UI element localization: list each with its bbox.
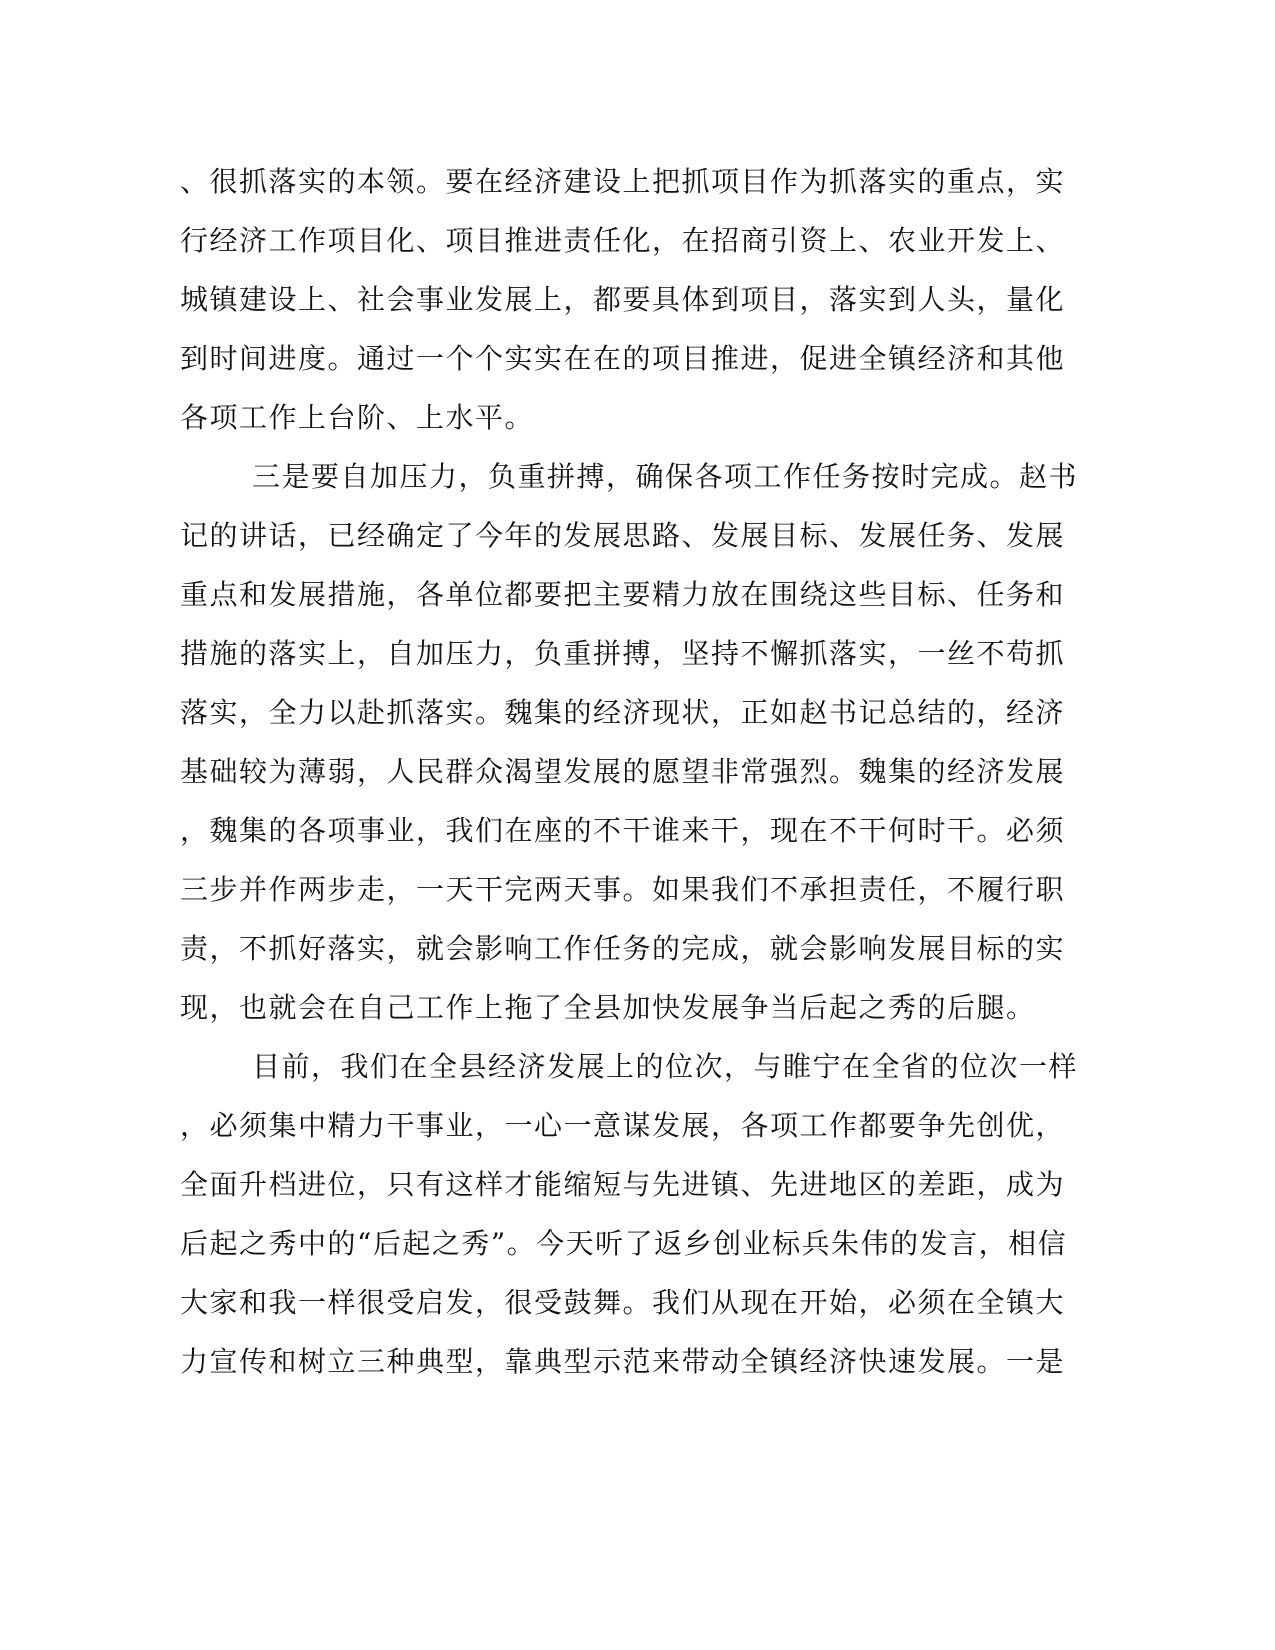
paragraph-1-line-3: 城镇建设上、社会事业发展上，都要具体到项目，落实到人头，量化 — [180, 283, 1066, 316]
paragraph-2-line-10: 现，也就会在自己工作上拖了全县加快发展争当后起之秀的后腿。 — [180, 991, 1036, 1024]
paragraph-3-line-1: 目前，我们在全县经济发展上的位次，与睢宁在全省的位次一样 — [252, 1050, 1079, 1083]
paragraph-3-line-4: 后起之秀中的“后起之秀”。今天听了返乡创业标兵朱伟的发言，相信 — [180, 1227, 1068, 1260]
paragraph-3-line-2: ，必须集中精力干事业，一心一意谋发展，各项工作都要争先创优， — [180, 1109, 1066, 1142]
paragraph-2-line-1: 三是要自加压力，负重拼搏，确保各项工作任务按时完成。赵书 — [252, 460, 1079, 493]
paragraph-1-line-4: 到时间进度。通过一个个实实在在的项目推进，促进全镇经济和其他 — [180, 342, 1066, 375]
paragraph-1-line-5: 各项工作上台阶、上水平。 — [180, 401, 535, 434]
paragraph-2-line-9: 责，不抓好落实，就会影响工作任务的完成，就会影响发展目标的实 — [180, 932, 1066, 965]
paragraph-1-line-2: 行经济工作项目化、项目推进责任化，在招商引资上、农业开发上、 — [180, 224, 1066, 257]
paragraph-3-line-5: 大家和我一样很受启发，很受鼓舞。我们从现在开始，必须在全镇大 — [180, 1286, 1066, 1319]
paragraph-2-line-6: 基础较为薄弱，人民群众渴望发展的愿望非常强烈。魏集的经济发展 — [180, 755, 1066, 788]
paragraph-3-line-3: 全面升档进位，只有这样才能缩短与先进镇、先进地区的差距，成为 — [180, 1168, 1066, 1201]
paragraph-2-line-4: 措施的落实上，自加压力，负重拼搏，坚持不懈抓落实，一丝不苟抓 — [180, 637, 1066, 670]
paragraph-2-line-2: 记的讲话，已经确定了今年的发展思路、发展目标、发展任务、发展 — [180, 519, 1066, 552]
paragraph-2-line-3: 重点和发展措施，各单位都要把主要精力放在围绕这些目标、任务和 — [180, 578, 1066, 611]
paragraph-3-line-6: 力宣传和树立三种典型，靠典型示范来带动全镇经济快速发展。一是 — [180, 1345, 1066, 1378]
paragraph-2-line-5: 落实，全力以赴抓落实。魏集的经济现状，正如赵书记总结的，经济 — [180, 696, 1066, 729]
paragraph-1-line-1: 、很抓落实的本领。要在经济建设上把抓项目作为抓落实的重点，实 — [180, 165, 1066, 198]
paragraph-2-line-7: ，魏集的各项事业，我们在座的不干谁来干，现在不干何时干。必须 — [180, 814, 1066, 847]
paragraph-2-line-8: 三步并作两步走，一天干完两天事。如果我们不承担责任，不履行职 — [180, 873, 1066, 906]
